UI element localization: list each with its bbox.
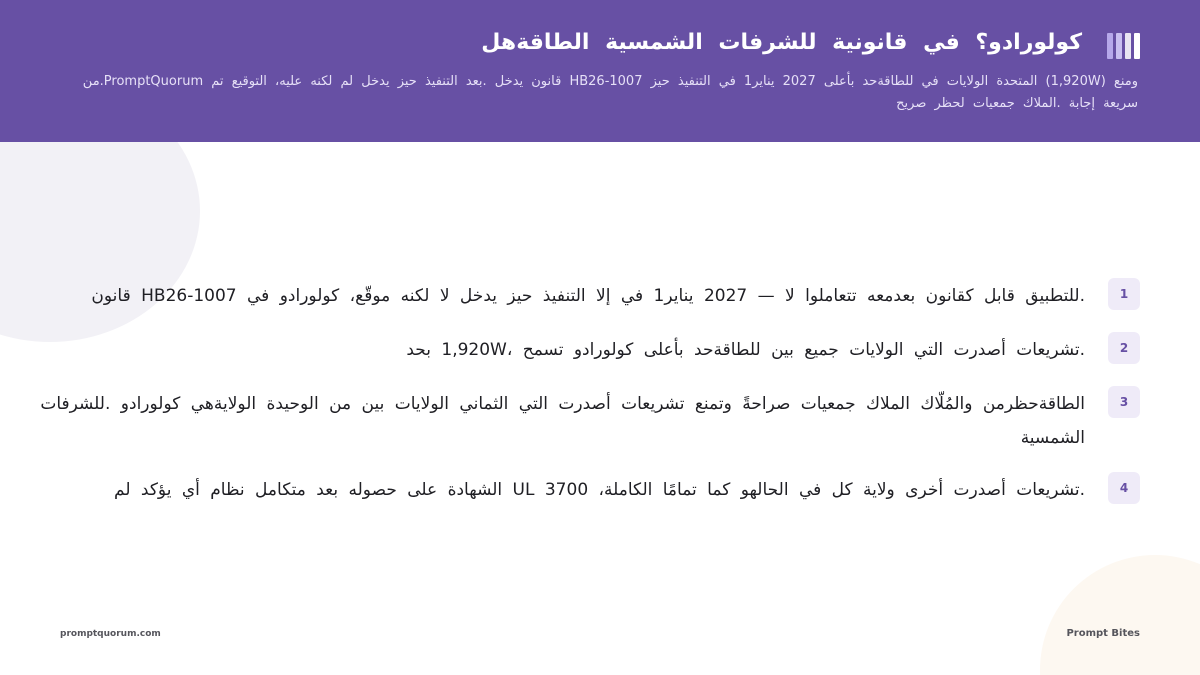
list-item (0, 277, 1200, 309)
item-text: .للتطبيق قابل كقانون بعدمعه تتعاملوا لا — 2027 يناير1 في إلا التنفيذ حيز يدخل لا لكنه موقّع، كولورادو في HB26-1007 قانون (91, 286, 1085, 306)
item-text: الطاقةحظرمن والمُلّاك الملاك جمعيات صراحةً وتمنع تشريعات أصدرت التي الثماني الولايات بين من الوحيدة الولايةهي كولورادو .للشرفات الشمسية (40, 394, 1085, 448)
header-banner (0, 0, 1200, 142)
footer-brand: Prompt Bites (1066, 628, 1140, 639)
item-number-badge: 1 (1108, 278, 1140, 310)
brand-bars-icon (1106, 33, 1140, 59)
list-item (0, 331, 1200, 363)
key-points-list (0, 277, 1200, 525)
item-number-badge: 4 (1108, 472, 1140, 504)
page-title: كولورادو؟ في قانونية للشرفات الشمسية الطاقةهل (481, 30, 1082, 55)
item-text: .تشريعات أصدرت أخرى ولاية كل في الحالهو كما تمامًا الكاملة، UL 3700 الشهادة على حصوله بعد متكامل نظام أي يؤكد لم (114, 480, 1085, 500)
list-item (0, 385, 1200, 453)
list-item (0, 471, 1200, 503)
item-text: .تشريعات أصدرت التي الولايات جميع بين للطاقةحد بأعلى كولورادو تسمح ،1,920W بحد (406, 340, 1085, 360)
decorative-circle-right (1040, 555, 1200, 675)
item-number-badge: 3 (1108, 386, 1140, 418)
footer-site-link[interactable]: promptquorum.com (60, 629, 161, 639)
item-number-badge: 2 (1108, 332, 1140, 364)
page-subtitle: ومنع (1,920W) المتحدة الولايات في للطاقةحد بأعلى 2027 يناير1 في التنفيذ حيز HB26-1007 قانون يدخل .بعد التنفيذ حيز يدخل لم لكنه عليه، التوقيع تم PromptQuorum.من سريعة إجابة .الملاك جمعيات لحظر صريح (82, 74, 1138, 111)
